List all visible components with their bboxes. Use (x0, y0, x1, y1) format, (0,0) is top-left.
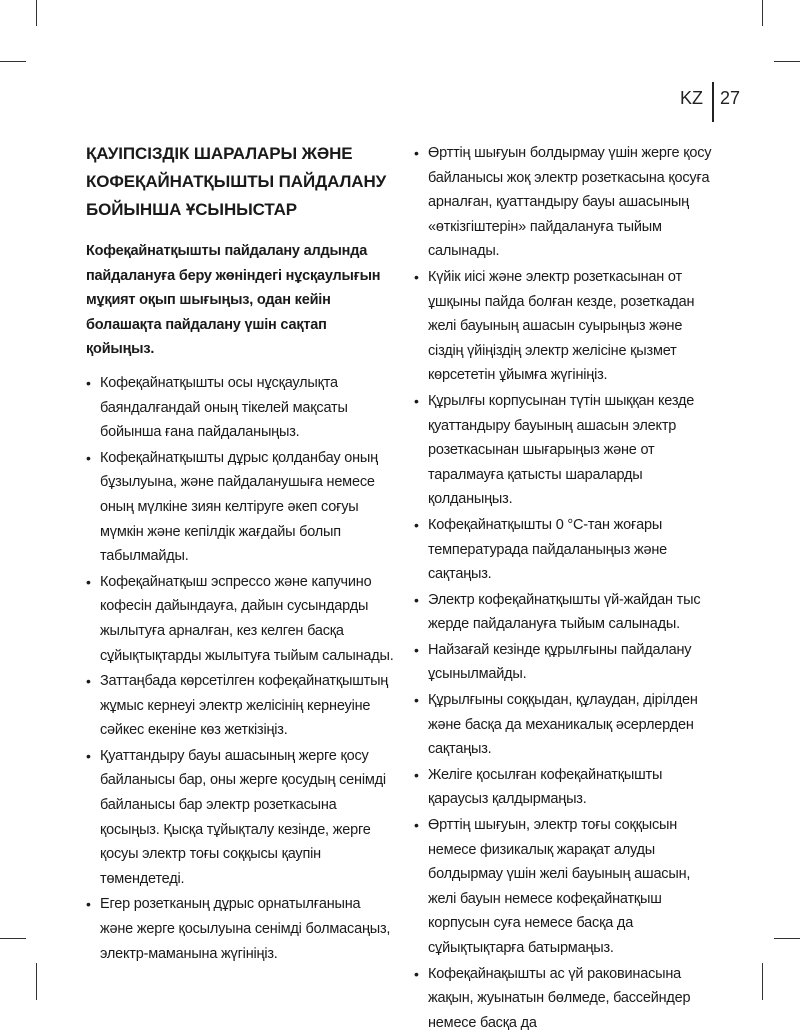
list-item: • Кофеқайнатқышты дұрыс қолданбау оның бұзылуына, және пайдаланушыға немесе оның мүлкіне зиян келтіруге әкеп соғуы мүмкін және кепілдік жағдайы болып табылмайды. (86, 446, 396, 569)
list-item: • Кофеқайнатқыш эспрессо және капучино кофесін дайындауға, дайын сусындарды жылытуға арналған, кез келген басқа сұйықтықтарды жылытуға тыйым салынады. (86, 570, 396, 668)
list-item: • Электр кофеқайнатқышты үй-жайдан тыс жерде пайдалануға тыйым салынады. (414, 588, 714, 637)
intro-paragraph: Кофеқайнатқышты пайдалану алдында пайдалануға беру жөніндегі нұсқаулығын мұқият оқып шығыңыз, одан кейін болашақта пайдалану үшін сақтап қойыңыз. (86, 243, 381, 358)
safety-list-right (414, 141, 714, 1035)
language-code: KZ (679, 88, 703, 108)
crop-mark (0, 938, 26, 939)
safety-list-left (86, 371, 396, 966)
crop-mark (774, 61, 800, 62)
crop-mark (36, 963, 37, 1000)
list-item: • Заттаңбада көрсетілген кофеқайнатқыштың жұмыс кернеуі электр желісінің кернеуіне сәйкес екеніне көз жеткізіңіз. (86, 669, 396, 743)
left-column (86, 140, 396, 967)
crop-mark (774, 938, 800, 939)
list-item: • Құрылғы корпусынан түтін шыққан кезде қуаттандыру бауының ашасын электр розеткасынан шығарыңыз және от таралмауға қатысты шараларды қолданыңыз. (414, 389, 714, 512)
section-title: ҚАУІПСІЗДІК ШАРАЛАРЫ ЖӘНЕ КОФЕҚАЙНАТҚЫШТЫ ПАЙДАЛАНУ БОЙЫНША ҰСЫНЫСТАР (86, 144, 387, 219)
crop-mark (36, 0, 37, 26)
list-item: • Құрылғыны соққыдан, құлаудан, дірілден және басқа да механикалық әсерлерден сақтаңыз. (414, 688, 714, 762)
crop-mark (762, 0, 763, 26)
crop-mark (762, 963, 763, 1000)
list-item: • Найзағай кезінде құрылғыны пайдалану ұсынылмайды. (414, 638, 714, 687)
list-item: • Өрттің шығуын болдырмау үшін жерге қосу байланысы жоқ электр розеткасына қосуға арналған, қуаттандыру бауы ашасының «өткізгіштерін» пайдалануға тыйым салынады. (414, 141, 714, 264)
right-column (414, 141, 714, 1036)
list-item: • Күйік иісі және электр розеткасынан от ұшқыны пайда болған кезде, розеткадан желі бауының ашасын суырыңыз және сіздің үйіңіздің электр желісіне қызмет көрсететін ұйымға жүгініңіз. (414, 265, 714, 388)
list-item: • Егер розетканың дұрыс орнатылғанына және жерге қосылуына сенімді болмасаңыз, электр-маманына жүгініңіз. (86, 892, 396, 966)
crop-mark (0, 61, 26, 62)
list-item: • Кофеқайнатқышты осы нұсқаулықта баяндалғандай оның тікелей мақсаты бойынша ғана пайдаланыңыз. (86, 371, 396, 445)
page-number: 27 (720, 88, 741, 108)
list-item: • Өрттің шығуын, электр тоғы соққысын немесе физикалық жарақат алуды болдырмау үшін желі бауының ашасын, желі бауын немесе кофеқайнатқыш корпусын суға немесе басқа да сұйықтықтарға батырмаңыз. (414, 813, 714, 961)
list-item: • Желіге қосылған кофеқайнатқышты қараусыз қалдырмаңыз. (414, 763, 714, 812)
list-item: • Қуаттандыру бауы ашасының жерге қосу байланысы бар, оны жерге қосудың сенімді байланысы бар электр розеткасына қосыңыз. Қысқа тұйықталу кезінде, жерге қосуы электр тоғы соққысы қаупін төмендетеді. (86, 744, 396, 892)
list-item: • Кофеқайнақышты ас үй раковинасына жақын, жуынатын бөлмеде, бассейндер немесе басқа да (414, 962, 714, 1036)
header-divider (712, 82, 714, 122)
list-item: • Кофеқайнатқышты 0 °С-тан жоғары температурада пайдаланыңыз және сақтаңыз. (414, 513, 714, 587)
